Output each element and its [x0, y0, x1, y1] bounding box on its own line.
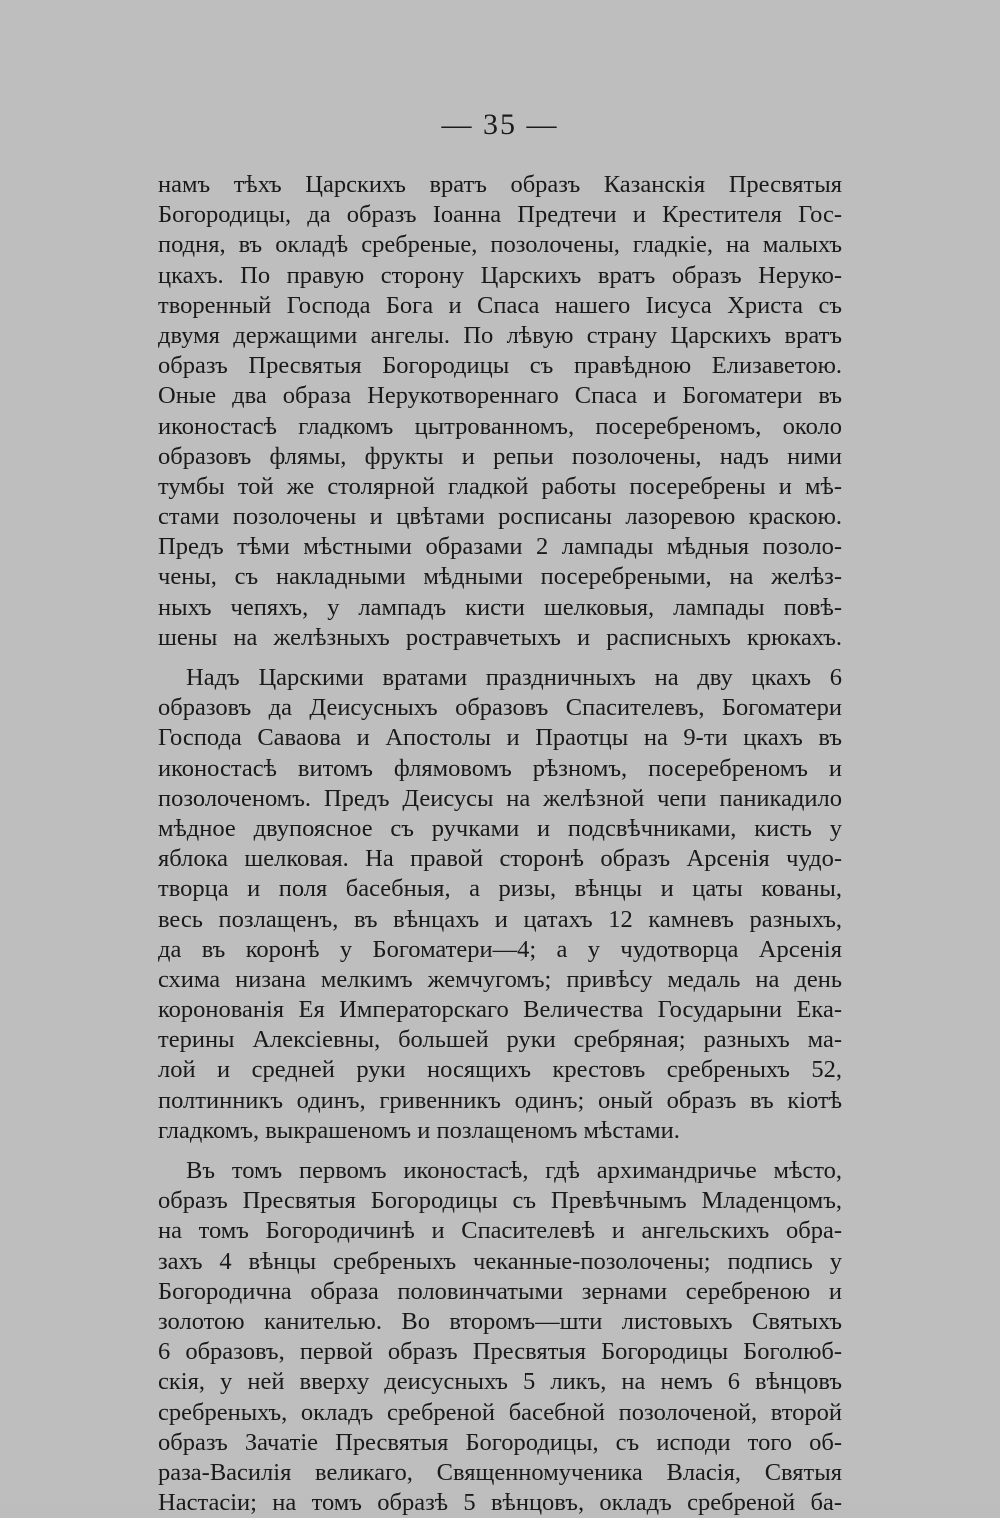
- text-line: Въ томъ первомъ иконостасѣ, гдѣ архимандричье мѣсто,: [186, 1157, 842, 1184]
- text-line: Богородична образа половинчатыми зернами серебреною и: [158, 1277, 842, 1305]
- text-line: образъ Пресвятыя Богородицы съ Превѣчнымъ Младенцомъ,: [158, 1187, 842, 1215]
- text-line: образовъ флямы, фрукты и репьи позолочены, надъ ними: [158, 442, 842, 470]
- text-line: стами позолочены и цвѣтами росписаны лазоревою краскою.: [158, 503, 842, 531]
- text-line: весь позлащенъ, въ вѣнцахъ и цатахъ 12 камневъ разныхъ,: [158, 905, 842, 933]
- text-line: Оные два образа Нерукотвореннаго Спаса и Богоматери въ: [158, 382, 842, 410]
- text-line: цкахъ. По правую сторону Царскихъ вратъ образъ Неруко-: [158, 261, 842, 289]
- text-line: яблока шелковая. На правой сторонѣ образъ Арсенія чудо-: [158, 845, 842, 873]
- text-line: ныхъ чепяхъ, у лампадъ кисти шелковыя, лампады повѣ-: [158, 593, 842, 621]
- text-line: да въ коронѣ у Богоматери—4; а у чудотворца Арсенія: [158, 935, 842, 963]
- text-line: раза-Василія великаго, Священномученика Власія, Святыя: [158, 1458, 842, 1486]
- text-line: золотою канителью. Во второмъ—шти листовыхъ Святыхъ: [158, 1307, 842, 1335]
- body-text: [158, 170, 842, 1518]
- text-line: на томъ Богородичинѣ и Спасителевѣ и ангельскихъ обра-: [158, 1217, 842, 1245]
- text-line: Надъ Царскими вратами праздничныхъ на дву цкахъ 6: [186, 664, 842, 691]
- text-line: терины Алексіевны, большей руки сребряная; разныхъ ма-: [158, 1026, 842, 1054]
- text-line: схима низана мелкимъ жемчугомъ; привѣсу медаль на день: [158, 965, 842, 993]
- text-line: тумбы той же столярной гладкой работы посеребрены и мѣ-: [158, 472, 842, 500]
- text-line: Настасіи; на томъ образѣ 5 вѣнцовъ, окладъ сребреной ба-: [158, 1489, 842, 1517]
- text-line: образъ Пресвятыя Богородицы съ правѣдною Елизаветою.: [158, 352, 842, 380]
- text-line: лой и средней руки носящихъ крестовъ сребреныхъ 52,: [158, 1056, 842, 1084]
- text-line: Богородицы, да образъ Іоанна Предтечи и Крестителя Гос-: [158, 201, 842, 229]
- text-line: намъ тѣхъ Царскихъ вратъ образъ Казанскія Пресвятыя: [158, 171, 842, 198]
- text-line: полтинникъ одинъ, гривенникъ одинъ; оный образъ въ кіотѣ: [158, 1086, 842, 1114]
- text-line: сребреныхъ, окладъ сребреной басебной позолоченой, второй: [158, 1398, 842, 1426]
- paragraph-1: [158, 170, 842, 653]
- text-line: образъ Зачатіе Пресвятыя Богородицы, съ исподи того об-: [158, 1428, 842, 1456]
- text-line: 6 образовъ, первой образъ Пресвятыя Богородицы Боголюб-: [158, 1338, 842, 1366]
- text-line: мѣдное двупоясное съ ручками и подсвѣчниками, кисть у: [158, 814, 842, 842]
- text-line: захъ 4 вѣнцы сребреныхъ чеканные-позолочены; подпись у: [158, 1247, 842, 1275]
- text-line: подня, въ окладѣ сребреные, позолочены, гладкіе, на малыхъ: [158, 231, 842, 259]
- text-line: чены, съ накладными мѣдными посеребреными, на желѣз-: [158, 563, 842, 591]
- text-line: творенный Господа Бога и Спаса нашего Іисуса Христа съ: [158, 291, 842, 319]
- page-number: — 35 —: [441, 108, 559, 141]
- text-line: двумя держащими ангелы. По лѣвую страну Царскихъ вратъ: [158, 321, 842, 349]
- text-line: позолоченомъ. Предъ Деисусы на желѣзной чепи паникадило: [158, 784, 842, 812]
- text-line: творца и поля басебныя, а ризы, вѣнцы и цаты кованы,: [158, 875, 842, 903]
- text-line: иконостасѣ гладкомъ цытрованномъ, посеребреномъ, около: [158, 412, 842, 440]
- text-line: коронованія Ея Императорскаго Величества Государыни Ека-: [158, 996, 842, 1024]
- text-line: образовъ да Деисусныхъ образовъ Спасителевъ, Богоматери: [158, 694, 842, 722]
- text-line: гладкомъ, выкрашеномъ и позлащеномъ мѣстами.: [158, 1116, 680, 1144]
- text-line: иконостасѣ витомъ флямовомъ рѣзномъ, посеребреномъ и: [158, 754, 842, 782]
- text-line: шены на желѣзныхъ ростравчетыхъ и расписныхъ крюкахъ.: [158, 623, 842, 651]
- paragraph-3: [158, 1156, 842, 1518]
- paragraph-2: [158, 663, 842, 1146]
- text-line: скія, у ней вверху деисусныхъ 5 ликъ, на немъ 6 вѣнцовъ: [158, 1368, 842, 1396]
- text-line: Предъ тѣми мѣстными образами 2 лампады мѣдныя позоло-: [158, 533, 842, 561]
- text-line: Господа Саваова и Апостолы и Праотцы на 9-ти цкахъ въ: [158, 724, 842, 752]
